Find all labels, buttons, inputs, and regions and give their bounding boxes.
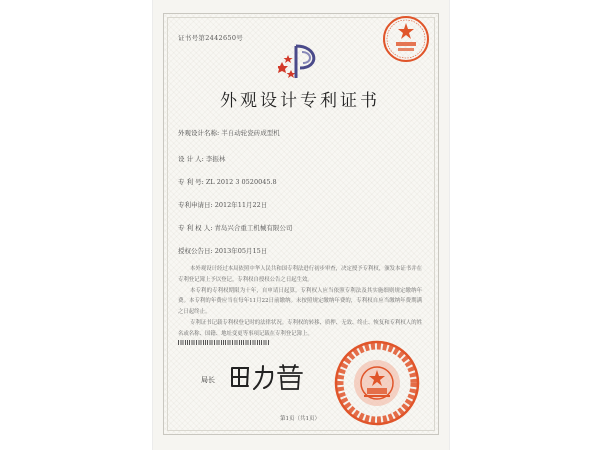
body-paragraph: 本外观设计经过本局依照中华人民共和国专利法进行初步审查，决定授予专利权，颁发本证书并在专利登记簿上予以登记。专利权自授权公告之日起生效。 xyxy=(178,266,422,283)
red-seal-top-icon xyxy=(382,15,430,63)
field-value: 2012年11月22日 xyxy=(214,201,268,209)
field-grant-date xyxy=(178,246,267,255)
field-designer xyxy=(178,154,225,163)
field-value: 李振林 xyxy=(205,155,226,163)
body-paragraph: 专利证书记载专利权登记时的法律状况。专利权的转移、质押、无效、终止、恢复和专利权人的姓名或名称、国籍、地址变更等事项记载在专利登记簿上。 xyxy=(178,319,422,337)
field-design-name xyxy=(178,128,280,137)
certificate-title: 外观设计专利证书 xyxy=(220,91,380,111)
field-value: ZL 2012 3 0520045.8 xyxy=(205,178,277,186)
field-value: 半自动轮瓷砖成型机 xyxy=(221,129,280,137)
patent-office-logo xyxy=(278,42,324,80)
body-paragraph: 本专利的专利权期限为十年，自申请日起算。专利权人应当依照专利法及其实施细则规定缴纳年费。本专利的年费应当在每年11月22日前缴纳。未按照规定缴纳年费的，专利权自应当缴纳年费期满之日起终止。 xyxy=(178,287,422,316)
field-patent-number xyxy=(178,177,277,186)
field-label: 授权公告日: xyxy=(178,247,213,255)
director-label: 局长 xyxy=(201,376,215,384)
field-value: 青岛兴合重工机械有限公司 xyxy=(214,224,293,232)
field-label: 专利申请日: xyxy=(178,201,213,209)
page-footer: 第1页（共1页） xyxy=(280,416,320,422)
certificate-body-text xyxy=(178,264,422,340)
field-label: 外观设计名称: xyxy=(178,129,220,137)
field-value: 2013年05月15日 xyxy=(214,247,268,255)
certificate-number: 证书号第2442650号 xyxy=(178,34,244,42)
director-signature xyxy=(228,362,308,392)
field-application-date xyxy=(178,200,267,209)
field-label: 专 利 权 人: xyxy=(178,224,213,232)
field-label: 设 计 人: xyxy=(178,155,204,163)
field-label: 专 利 号: xyxy=(178,178,204,186)
field-patentee xyxy=(178,223,292,232)
barcode xyxy=(178,340,270,345)
